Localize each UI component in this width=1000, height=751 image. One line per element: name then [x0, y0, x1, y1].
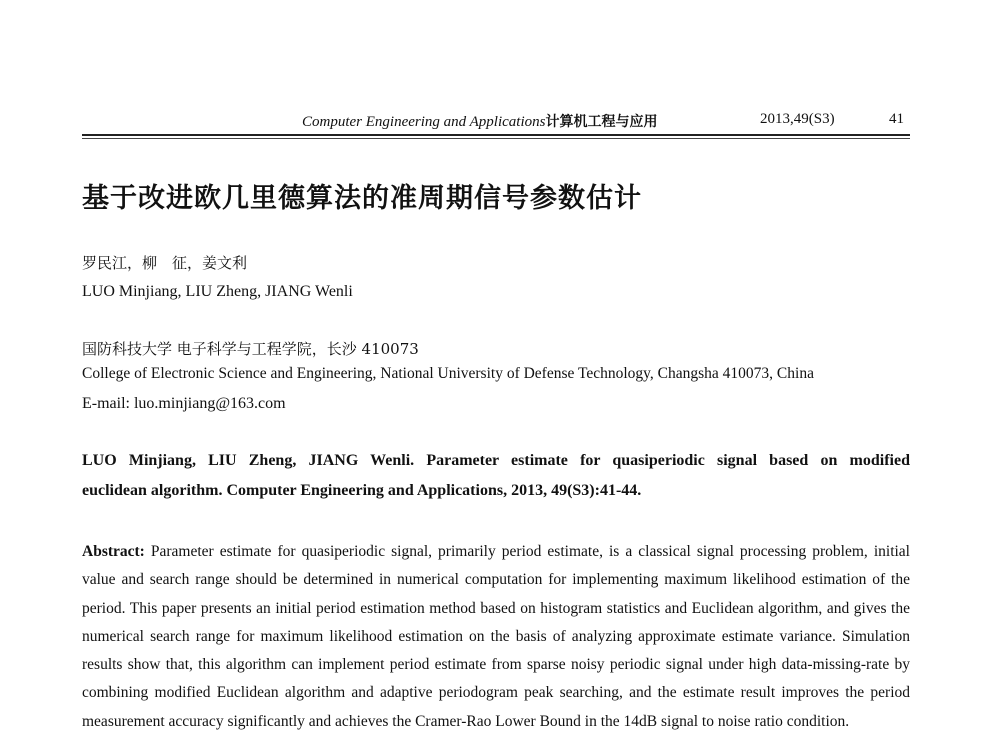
affiliation-cn: 国防科技大学 电子科学与工程学院，长沙 410073 [82, 340, 419, 358]
authors-cn: 罗民江，柳 征，姜文利 [82, 254, 248, 272]
volume-info: 2013,49(S3) [760, 111, 835, 127]
abstract-label: Abstract: [82, 543, 145, 560]
authors-en: LUO Minjiang, LIU Zheng, JIANG Wenli [82, 283, 353, 300]
journal-name [302, 111, 657, 131]
abstract [82, 538, 910, 736]
header-rule-thin [82, 138, 910, 139]
citation-line-2: euclidean algorithm. Computer Engineering and Applications, 2013, 49(S3):41-44. [82, 482, 642, 499]
journal-name-en: Computer Engineering and Applications [302, 114, 546, 130]
abstract-text: Parameter estimate for quasiperiodic signal, primarily period estimate, is a classical signal processing problem, initial value and search range should be determined in numerical computation for implementing maximum likelihood estimation of the period. This paper presents an initial period estimation method based on histogram statistics and Euclidean algorithm, and gives the numerical search range for maximum likelihood estimation on the basis of analyzing approximate estimate variance. Simulation results show that, this algorithm can implement period estimate from sparse noisy periodic signal under high data-missing-rate by combining modified Euclidean algorithm and adaptive periodogram peak searching, and the estimate result improves the period measurement accuracy significantly and achieves the Cramer-Rao Lower Bound in the 14dB signal to noise ratio condition. [82, 543, 910, 730]
affiliation-en: College of Electronic Science and Engineering, National University of Defense Technology, Changsha 410073, China [82, 365, 814, 382]
paper-title: 基于改进欧几里德算法的准周期信号参数估计 [82, 183, 642, 214]
journal-name-cn: 计算机工程与应用 [545, 114, 658, 130]
running-header [82, 111, 910, 133]
citation-line-1: LUO Minjiang, LIU Zheng, JIANG Wenli. Parameter estimate for quasiperiodic signal based on modified [82, 452, 910, 469]
header-rule [82, 134, 910, 136]
email: E-mail: luo.minjiang@163.com [82, 395, 286, 412]
page-number: 41 [889, 111, 904, 127]
